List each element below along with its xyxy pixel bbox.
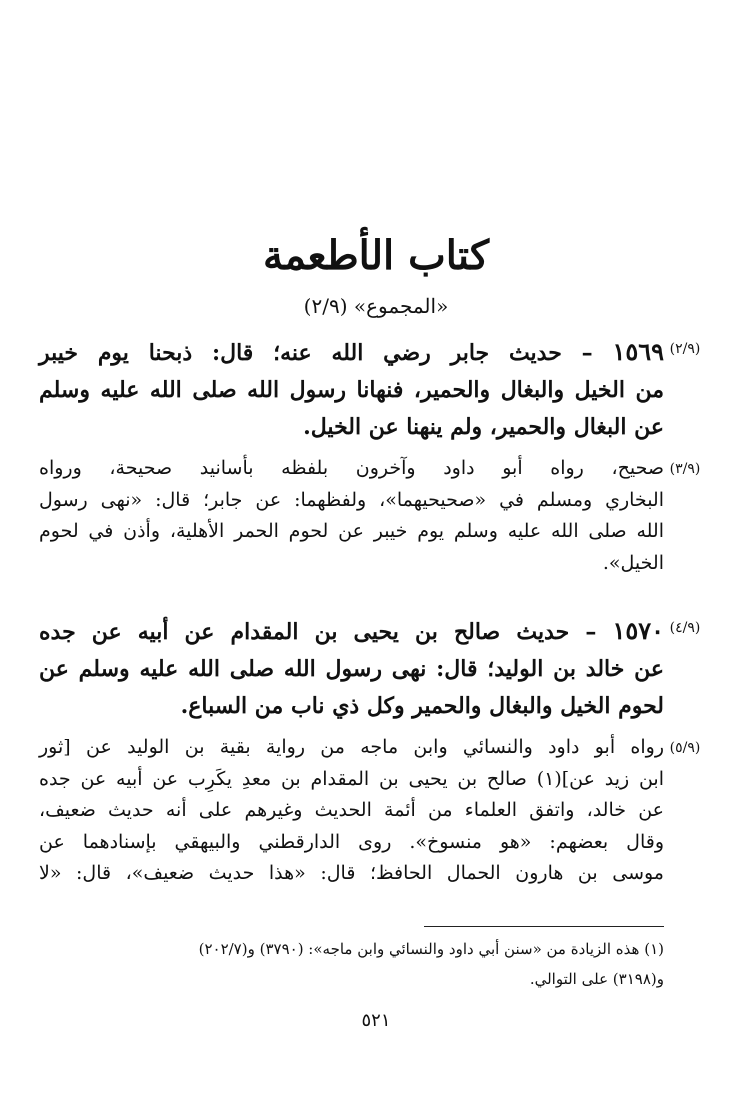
hadith-text: [39, 333, 664, 446]
footnote-line: (١) هذه الزيادة من «سنن أبي داود والنسائي وابن ماجه»: (٣٧٩٠) و(٢٠٢/٧): [198, 940, 664, 958]
volume-reference: (٥/٩): [669, 740, 701, 756]
volume-reference: (٤/٩): [669, 620, 701, 636]
commentary-line: الخيل».: [602, 551, 664, 574]
footnote-divider: [424, 926, 664, 927]
commentary-text: [39, 453, 664, 579]
commentary-line: البخاري ومسلم في «صحيحيهما»، ولفظهما: عن جابر؛ قال: «نهى رسول: [39, 488, 664, 511]
hadith-text: [39, 612, 664, 725]
footnote: [39, 934, 664, 994]
page-number: ٥٢١: [361, 1010, 391, 1031]
commentary-line: موسى بن هارون الحمال الحافظ؛ قال: «هذا حديث ضعيف»، قال: «لا: [39, 862, 664, 884]
commentary-text: [39, 732, 664, 890]
commentary-line: ابن زيد عن](١) صالح بن يحيى بن المقدام بن معدِ يكَرِب عن أبيه عن جده: [39, 767, 664, 790]
page-title: كتاب الأطعمة: [262, 232, 490, 279]
hadith-number: ١٥٧٠: [612, 616, 664, 645]
footnote-line: و(٣١٩٨) على التوالي.: [529, 970, 664, 988]
commentary-line: صحيح، رواه أبو داود وآخرون بلفظه بأسانيد صحيحة، ورواه: [39, 457, 664, 479]
hadith-line: ١٥٧٠ – حديث صالح بن يحيى بن المقدام عن أبيه عن جده: [39, 616, 664, 645]
volume-reference: (٣/٩): [669, 461, 701, 477]
hadith-number: ١٥٦٩: [612, 337, 664, 366]
hadith-line: لحوم الخيل والبغال والحمير وكل ذي ناب من السباع.: [180, 693, 664, 719]
hadith-line: من الخيل والبغال والحمير، فنهانا رسول الله صلى الله عليه وسلم: [39, 377, 664, 403]
page-subtitle: «المجموع» (٢/٩): [303, 294, 449, 318]
hadith-line: ١٥٦٩ – حديث جابر رضي الله عنه؛ قال: ذبحنا يوم خيبر: [39, 337, 664, 366]
volume-reference: (٢/٩): [669, 341, 701, 357]
commentary-line: عن خالد، واتفق العلماء من أئمة الحديث وغيرهم على أنه حديث ضعيف،: [39, 799, 664, 821]
hadith-line: عن خالد بن الوليد؛ قال: نهى رسول الله صلى الله عليه وسلم عن: [39, 656, 664, 682]
commentary-line: رواه أبو داود والنسائي وابن ماجه من رواية بقية بن الوليد عن [ثور: [39, 736, 664, 758]
commentary-line: وقال بعضهم: «هو منسوخ». روى الدارقطني والبيهقي بإسنادهما عن: [39, 830, 664, 853]
hadith-line: عن البغال والحمير، ولم ينهنا عن الخيل.: [303, 414, 664, 440]
commentary-line: الله صلى الله عليه وسلم يوم خيبر عن لحوم الحمر الأهلية، وأذن في لحوم: [39, 520, 664, 542]
